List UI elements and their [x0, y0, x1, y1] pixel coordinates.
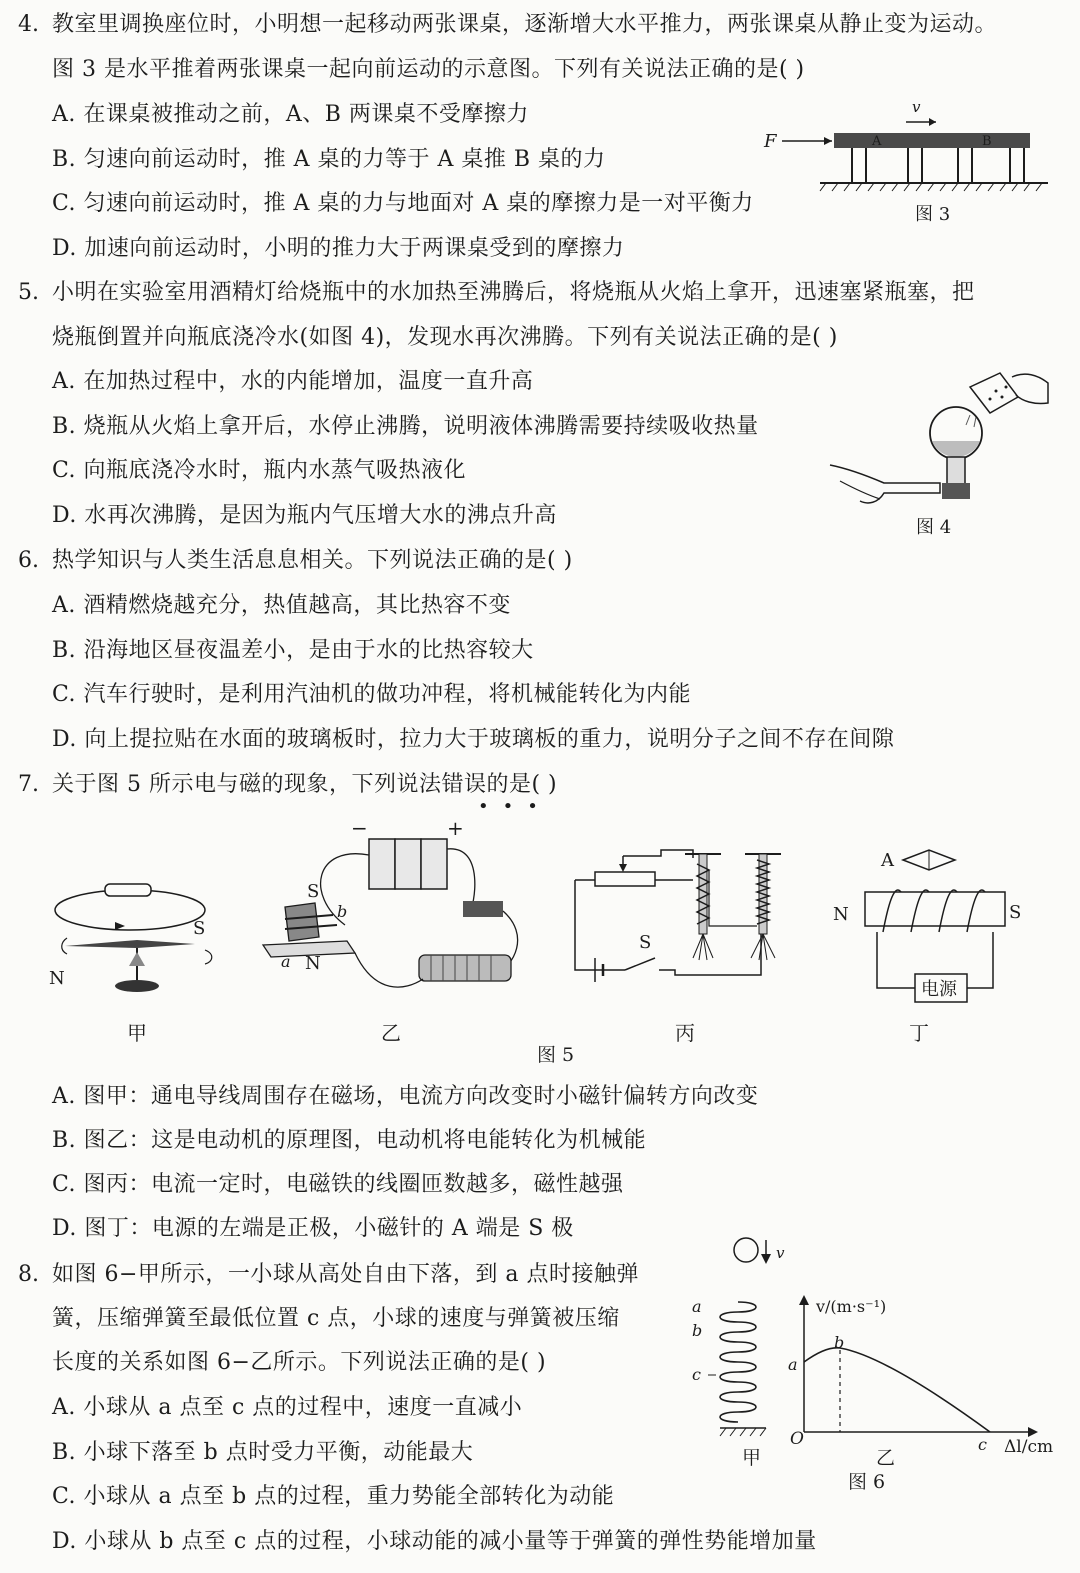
option-d: D. 图丁：电源的左端是正极，小磁针的 A 端是 S 极 [52, 1216, 574, 1241]
question-number: 8. [18, 1262, 39, 1287]
svg-text:a: a [692, 1297, 702, 1316]
desk-a-label: A [872, 134, 882, 149]
question-stem: 长度的关系如图 6−乙所示。下列说法正确的是( ) [52, 1350, 547, 1375]
power-source-label: 电源 [921, 979, 957, 1000]
figure-3-caption: 图 3 [915, 204, 951, 225]
question-stem: 热学知识与人类生活息息相关。下列说法正确的是( ) [52, 548, 573, 573]
figure-6 [686, 1232, 1066, 1502]
svg-text:a: a [281, 952, 291, 971]
svg-text:乙: 乙 [876, 1447, 896, 1469]
option-c: C. 匀速向前运动时，推 A 桌的力与地面对 A 桌的摩擦力是一对平衡力 [52, 191, 754, 216]
figure-5-ding [825, 840, 1025, 1050]
emphasis-dots: ••• [478, 796, 552, 817]
svg-text:−: − [351, 816, 368, 840]
svg-text:b: b [692, 1321, 703, 1340]
hand-icon [1012, 374, 1048, 403]
svg-text:S: S [1009, 902, 1022, 923]
question-stem: 图 3 是水平推着两张课桌一起向前运动的示意图。下列有关说法正确的是( ) [52, 57, 805, 82]
figure-5-bing [565, 840, 805, 1050]
battery-pack-icon [369, 839, 447, 889]
option-c: C. 汽车行驶时，是利用汽油机的做功冲程，将机械能转化为内能 [52, 682, 692, 707]
panel-label-ding: 丁 [909, 1021, 929, 1045]
svg-text:v: v [776, 1244, 785, 1262]
question-stem: 簧，压缩弹簧至最低位置 c 点，小球的速度与弹簧被压缩 [52, 1306, 620, 1331]
option-a: A. 小球从 a 点至 c 点的过程中，速度一直减小 [52, 1395, 523, 1420]
question-number: 5. [18, 280, 39, 305]
option-d: D. 加速向前运动时，小明的推力大于两课桌受到的摩擦力 [52, 236, 625, 261]
switch-lever [625, 958, 655, 970]
question-stem: 教室里调换座位时，小明想一起移动两张课桌，逐渐增大水平推力，两张课桌从静止变为运动。 [52, 12, 998, 37]
option-a: A. 酒精燃烧越充分，热值越高，其比热容不变 [52, 593, 511, 618]
rheostat-icon [595, 872, 655, 886]
question-number: 7. [18, 772, 39, 797]
svg-text:+: + [447, 816, 464, 840]
ground-hatch [820, 183, 1042, 191]
circuit-wire [575, 880, 625, 970]
svg-text:b: b [337, 902, 348, 921]
svg-text:N: N [49, 968, 65, 989]
velocity-label: v [912, 98, 921, 116]
option-c: C. 小球从 a 点至 b 点的过程，重力势能全部转化为动能 [52, 1484, 615, 1509]
beaker-icon [970, 373, 1018, 413]
figure-5-caption: 图 5 [537, 1044, 575, 1066]
desk-legs [852, 148, 1024, 183]
stopper [942, 483, 970, 499]
svg-text:S: S [639, 932, 652, 953]
option-d: D. 水再次沸腾，是因为瓶内气压增大水的沸点升高 [52, 503, 557, 528]
flask-water [932, 441, 980, 457]
cold-water-drops [966, 415, 976, 427]
option-c: C. 图丙：电流一定时，电磁铁的线圈匝数越多，磁性越强 [52, 1172, 624, 1197]
option-b: B. 烧瓶从火焰上拿开后，水停止沸腾，说明液体沸腾需要持续吸收热量 [52, 414, 759, 439]
svg-text:N: N [833, 904, 849, 925]
figure-6-caption: 图 6 [848, 1471, 886, 1493]
option-b: B. 图乙：这是电动机的原理图，电动机将电能转化为机械能 [52, 1128, 647, 1153]
figure-5-jia [45, 870, 235, 1050]
ball-icon [734, 1238, 758, 1262]
figure-4-caption: 图 4 [916, 517, 952, 538]
option-a: A. 在加热过程中，水的内能增加，温度一直升高 [52, 369, 534, 394]
question-stem: 烧瓶倒置并向瓶底浇冷水(如图 4)，发现水再次沸腾。下列有关说法正确的是( ) [52, 325, 838, 350]
svg-text:O: O [790, 1429, 804, 1449]
battery-icon [105, 884, 151, 896]
question-number: 6. [18, 548, 39, 573]
svg-text:甲: 甲 [742, 1447, 762, 1469]
question-stem: 小明在实验室用酒精灯给烧瓶中的水加热至沸腾后，将烧瓶从火焰上拿开，迅速塞紧瓶塞，把 [52, 280, 975, 305]
option-b: B. 沿海地区昼夜温差小，是由于水的比热容较大 [52, 638, 534, 663]
electromagnet-left [685, 854, 721, 960]
figure-3-desks [760, 95, 1060, 235]
velocity-curve [804, 1348, 990, 1432]
svg-text:S: S [193, 918, 206, 939]
current-arrow [115, 922, 125, 930]
solenoid-core [865, 892, 1005, 926]
desk-b-label: B [982, 134, 992, 149]
switch-icon [463, 901, 503, 917]
question-stem: 关于图 5 所示电与磁的现象，下列说法错误的是( ) [52, 772, 558, 797]
desk-tops [834, 133, 1030, 148]
compass-needle [65, 940, 195, 948]
option-c: C. 向瓶底浇冷水时，瓶内水蒸气吸热液化 [52, 458, 467, 483]
option-d: D. 向上提拉贴在水面的玻璃板时，拉力大于玻璃板的重力，说明分子之间不存在间隙 [52, 727, 895, 752]
svg-text:N: N [305, 953, 321, 974]
panel-label-yi: 乙 [381, 1021, 401, 1045]
option-a: A. 图甲：通电导线周围存在磁场，电流方向改变时小磁针偏转方向改变 [52, 1084, 759, 1109]
x-axis-label: Δl/cm [1004, 1437, 1054, 1457]
rheostat-icon [419, 955, 511, 981]
panel-label-bing: 丙 [675, 1021, 695, 1045]
svg-text:S: S [307, 881, 320, 902]
y-axis-label: v/(m·s⁻¹) [816, 1297, 887, 1316]
option-d: D. 小球从 b 点至 c 点的过程，小球动能的减小量等于弹簧的弹性势能增加量 [52, 1529, 817, 1554]
svg-text:a: a [788, 1355, 798, 1374]
electromagnet-right [745, 854, 781, 960]
option-b: B. 匀速向前运动时，推 A 桌的力等于 A 桌推 B 桌的力 [52, 147, 606, 172]
spring-icon [720, 1302, 756, 1422]
flask-neck [947, 457, 965, 485]
force-label: F [764, 131, 777, 152]
svg-text:b: b [834, 1333, 845, 1352]
figure-5-yi [255, 815, 535, 1050]
option-b: B. 小球下落至 b 点时受力平衡，动能最大 [52, 1440, 474, 1465]
option-a: A. 在课桌被推动之前，A、B 两课桌不受摩擦力 [52, 102, 529, 127]
needle-stand [115, 980, 159, 992]
u-magnet [285, 903, 319, 941]
svg-text:A: A [881, 850, 894, 871]
question-stem: 如图 6−甲所示，一小球从高处自由下落，到 a 点时接触弹 [52, 1262, 640, 1287]
svg-text:c: c [978, 1435, 987, 1454]
svg-text:c: c [692, 1365, 701, 1384]
panel-label-jia: 甲 [127, 1021, 147, 1045]
question-number: 4. [18, 12, 39, 37]
figure-4-flask [820, 365, 1060, 545]
